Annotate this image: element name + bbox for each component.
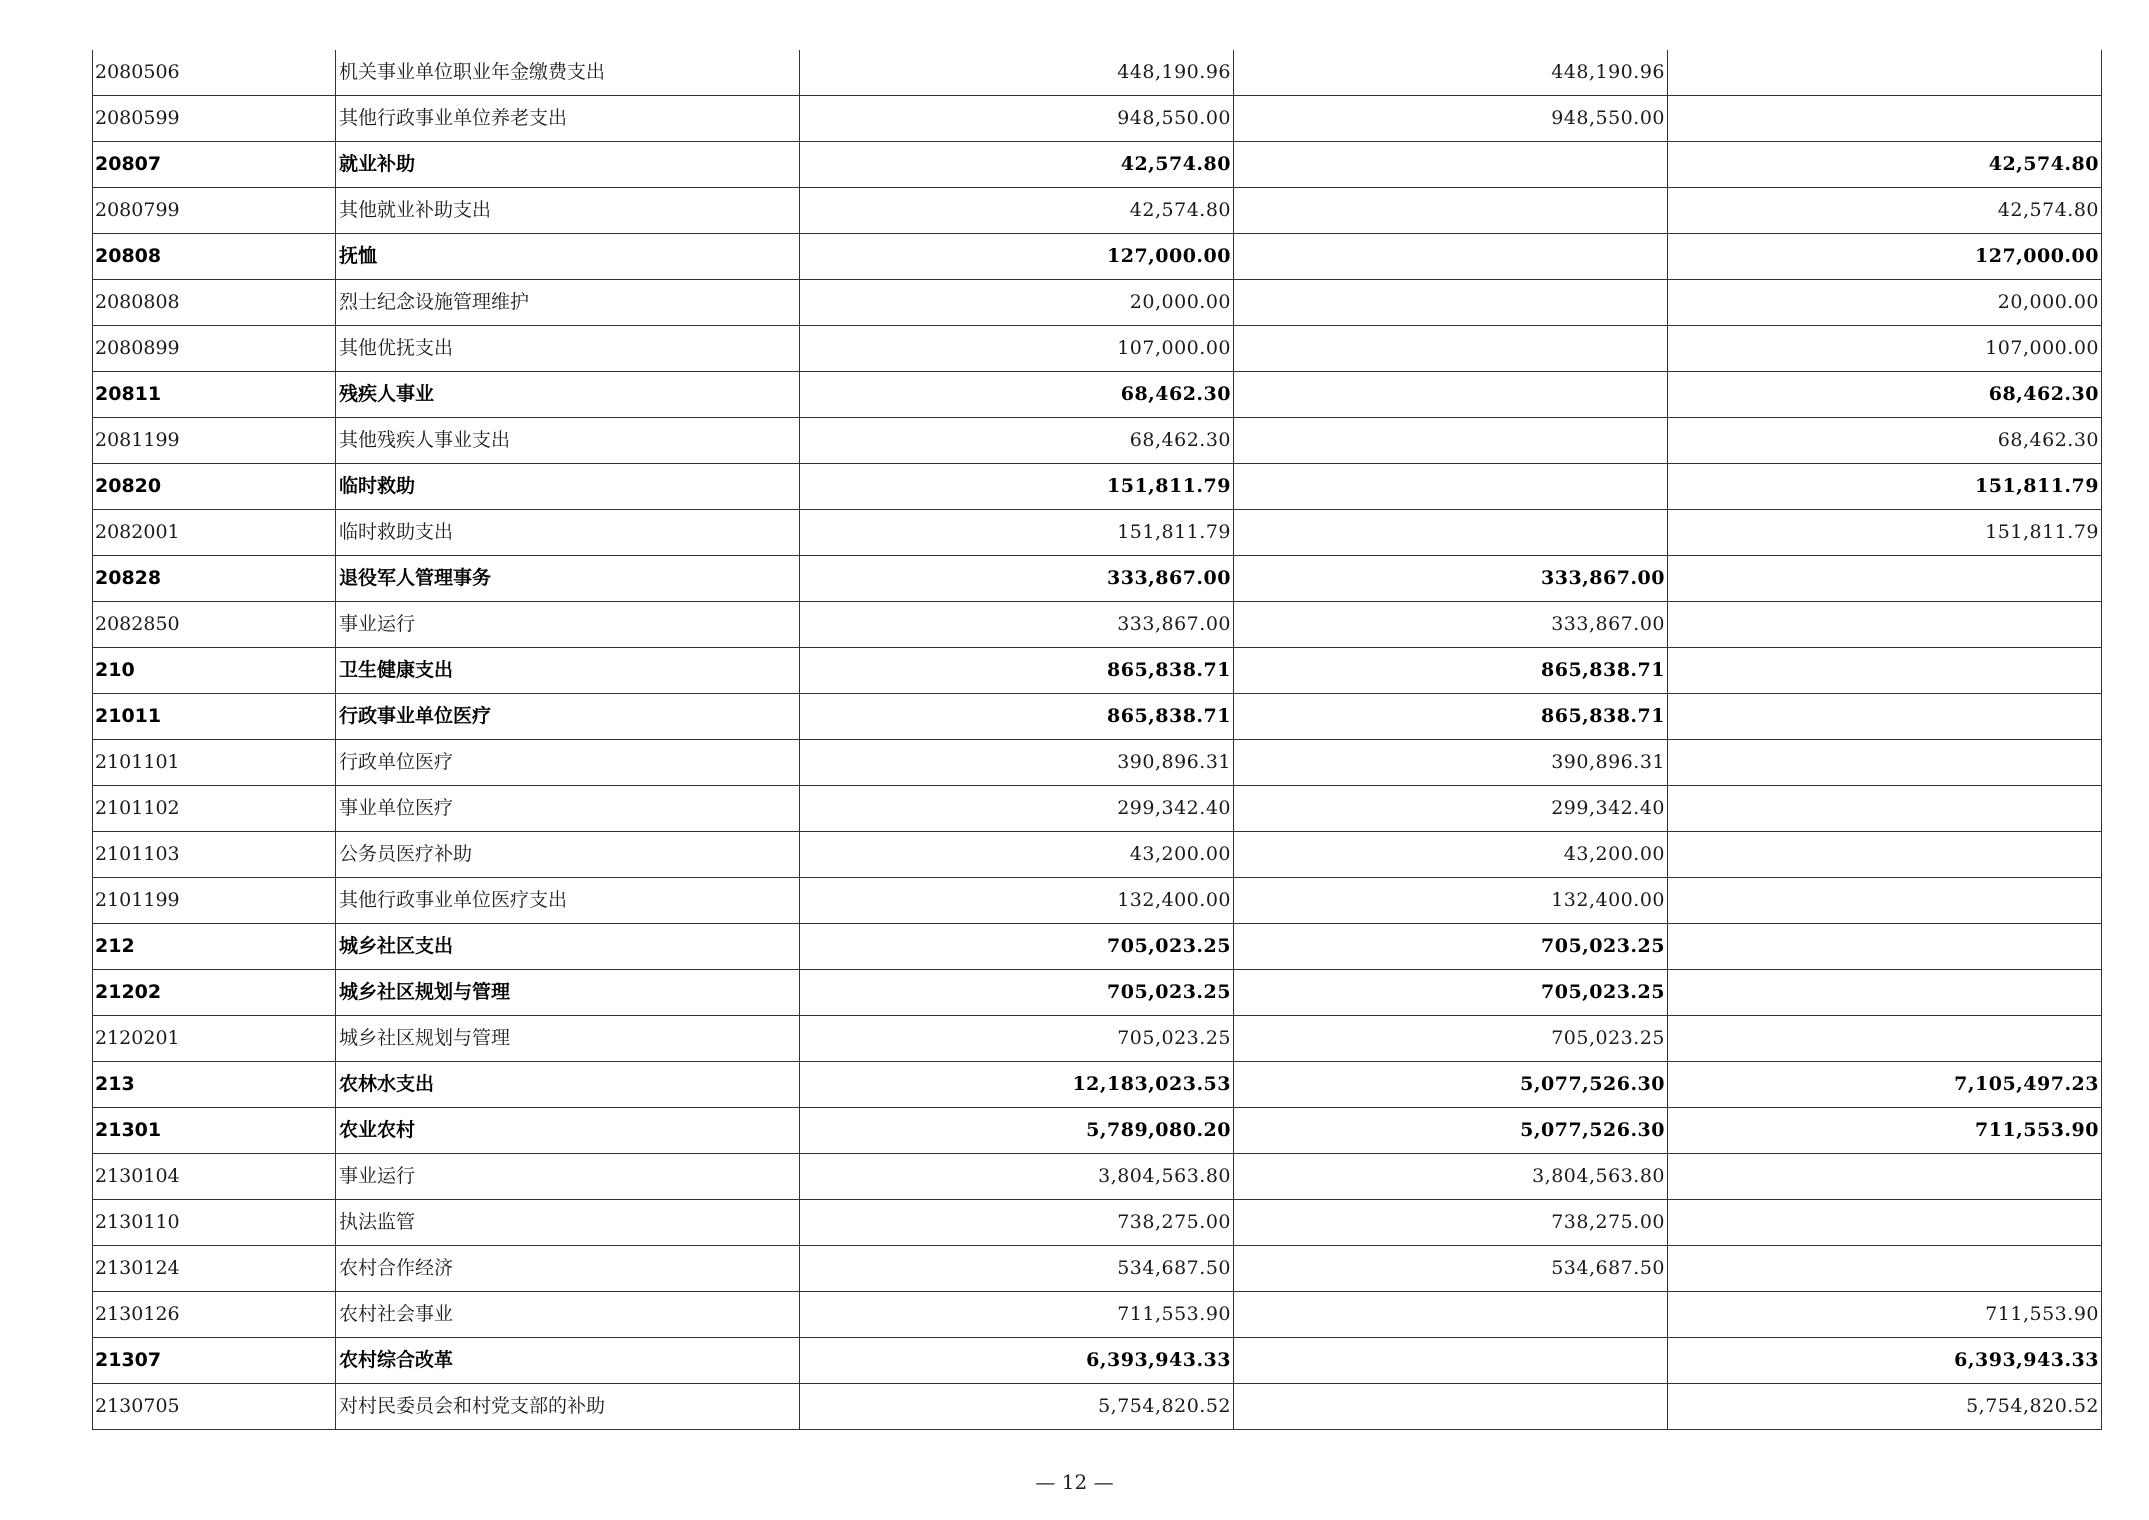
cell-basic: 43,200.00 [1234, 832, 1668, 878]
cell-basic: 448,190.96 [1234, 50, 1668, 96]
cell-project: 42,574.80 [1668, 142, 2102, 188]
table-row [93, 556, 2102, 602]
cell-name: 事业运行 [336, 1154, 800, 1200]
cell-total: 299,342.40 [800, 786, 1234, 832]
cell-code: 2080506 [93, 50, 336, 96]
cell-project [1668, 924, 2102, 970]
cell-total: 5,754,820.52 [800, 1384, 1234, 1430]
table-row [93, 648, 2102, 694]
cell-name: 抚恤 [336, 234, 800, 280]
cell-code: 21011 [93, 694, 336, 740]
table-row [93, 1062, 2102, 1108]
cell-basic: 705,023.25 [1234, 924, 1668, 970]
table-row [93, 234, 2102, 280]
cell-code: 2130124 [93, 1246, 336, 1292]
cell-name: 其他优抚支出 [336, 326, 800, 372]
cell-total: 3,804,563.80 [800, 1154, 1234, 1200]
cell-total: 705,023.25 [800, 924, 1234, 970]
cell-code: 20808 [93, 234, 336, 280]
cell-code: 20828 [93, 556, 336, 602]
page-number: — 12 — [1035, 1470, 1114, 1494]
cell-project [1668, 1246, 2102, 1292]
cell-basic [1234, 142, 1668, 188]
cell-total: 127,000.00 [800, 234, 1234, 280]
cell-total: 68,462.30 [800, 372, 1234, 418]
cell-basic: 705,023.25 [1234, 1016, 1668, 1062]
cell-code: 2080808 [93, 280, 336, 326]
cell-project: 711,553.90 [1668, 1292, 2102, 1338]
cell-total: 68,462.30 [800, 418, 1234, 464]
cell-name: 农村综合改革 [336, 1338, 800, 1384]
cell-basic: 333,867.00 [1234, 556, 1668, 602]
cell-code: 2101101 [93, 740, 336, 786]
cell-code: 2130104 [93, 1154, 336, 1200]
cell-total: 151,811.79 [800, 464, 1234, 510]
table-row [93, 418, 2102, 464]
cell-total: 20,000.00 [800, 280, 1234, 326]
cell-project [1668, 970, 2102, 1016]
cell-basic [1234, 464, 1668, 510]
cell-project: 5,754,820.52 [1668, 1384, 2102, 1430]
cell-total: 5,789,080.20 [800, 1108, 1234, 1154]
cell-code: 21202 [93, 970, 336, 1016]
table-row [93, 878, 2102, 924]
cell-total: 705,023.25 [800, 1016, 1234, 1062]
cell-basic [1234, 280, 1668, 326]
cell-total: 738,275.00 [800, 1200, 1234, 1246]
cell-name: 残疾人事业 [336, 372, 800, 418]
table-row [93, 142, 2102, 188]
cell-name: 公务员医疗补助 [336, 832, 800, 878]
cell-code: 20807 [93, 142, 336, 188]
table-row [93, 188, 2102, 234]
cell-basic: 705,023.25 [1234, 970, 1668, 1016]
cell-name: 行政单位医疗 [336, 740, 800, 786]
cell-code: 20811 [93, 372, 336, 418]
cell-project [1668, 648, 2102, 694]
cell-basic [1234, 418, 1668, 464]
cell-project [1668, 1200, 2102, 1246]
cell-project [1668, 832, 2102, 878]
budget-table [92, 50, 2102, 1430]
cell-project: 6,393,943.33 [1668, 1338, 2102, 1384]
cell-code: 2080899 [93, 326, 336, 372]
cell-project [1668, 1016, 2102, 1062]
table-row [93, 970, 2102, 1016]
table-row [93, 326, 2102, 372]
cell-total: 534,687.50 [800, 1246, 1234, 1292]
table-row [93, 1338, 2102, 1384]
cell-project [1668, 878, 2102, 924]
table-row [93, 602, 2102, 648]
table-row [93, 1108, 2102, 1154]
cell-total: 711,553.90 [800, 1292, 1234, 1338]
cell-name: 农林水支出 [336, 1062, 800, 1108]
cell-name: 事业运行 [336, 602, 800, 648]
cell-total: 132,400.00 [800, 878, 1234, 924]
cell-basic [1234, 234, 1668, 280]
table-row [93, 1200, 2102, 1246]
cell-basic: 865,838.71 [1234, 694, 1668, 740]
cell-basic: 534,687.50 [1234, 1246, 1668, 1292]
cell-code: 2082001 [93, 510, 336, 556]
cell-code: 2130126 [93, 1292, 336, 1338]
cell-name: 其他行政事业单位医疗支出 [336, 878, 800, 924]
cell-name: 临时救助 [336, 464, 800, 510]
cell-basic: 299,342.40 [1234, 786, 1668, 832]
cell-name: 烈士纪念设施管理维护 [336, 280, 800, 326]
table-row [93, 1384, 2102, 1430]
cell-basic: 738,275.00 [1234, 1200, 1668, 1246]
cell-project: 151,811.79 [1668, 464, 2102, 510]
table-row [93, 1292, 2102, 1338]
cell-name: 卫生健康支出 [336, 648, 800, 694]
cell-code: 2101199 [93, 878, 336, 924]
cell-code: 2080599 [93, 96, 336, 142]
cell-name: 农村社会事业 [336, 1292, 800, 1338]
cell-total: 865,838.71 [800, 648, 1234, 694]
cell-code: 2081199 [93, 418, 336, 464]
cell-project [1668, 786, 2102, 832]
cell-code: 2101103 [93, 832, 336, 878]
cell-basic: 948,550.00 [1234, 96, 1668, 142]
cell-project [1668, 694, 2102, 740]
cell-name: 就业补助 [336, 142, 800, 188]
cell-project: 107,000.00 [1668, 326, 2102, 372]
cell-total: 448,190.96 [800, 50, 1234, 96]
cell-code: 2120201 [93, 1016, 336, 1062]
cell-name: 执法监管 [336, 1200, 800, 1246]
table-row [93, 50, 2102, 96]
cell-basic: 865,838.71 [1234, 648, 1668, 694]
cell-project: 20,000.00 [1668, 280, 2102, 326]
cell-basic [1234, 326, 1668, 372]
table-body [93, 50, 2102, 1430]
cell-basic [1234, 1338, 1668, 1384]
cell-code: 2082850 [93, 602, 336, 648]
table-row [93, 372, 2102, 418]
cell-project: 151,811.79 [1668, 510, 2102, 556]
cell-total: 865,838.71 [800, 694, 1234, 740]
cell-project: 68,462.30 [1668, 372, 2102, 418]
table-row [93, 924, 2102, 970]
table-row [93, 786, 2102, 832]
cell-project [1668, 556, 2102, 602]
cell-name: 农村合作经济 [336, 1246, 800, 1292]
cell-basic [1234, 1384, 1668, 1430]
cell-code: 2101102 [93, 786, 336, 832]
cell-name: 农业农村 [336, 1108, 800, 1154]
cell-basic: 5,077,526.30 [1234, 1062, 1668, 1108]
cell-total: 705,023.25 [800, 970, 1234, 1016]
cell-basic [1234, 188, 1668, 234]
cell-project: 42,574.80 [1668, 188, 2102, 234]
cell-code: 2080799 [93, 188, 336, 234]
cell-name: 城乡社区规划与管理 [336, 1016, 800, 1062]
cell-name: 事业单位医疗 [336, 786, 800, 832]
cell-project [1668, 50, 2102, 96]
cell-total: 12,183,023.53 [800, 1062, 1234, 1108]
cell-name: 对村民委员会和村党支部的补助 [336, 1384, 800, 1430]
cell-project: 127,000.00 [1668, 234, 2102, 280]
cell-basic [1234, 372, 1668, 418]
cell-total: 333,867.00 [800, 602, 1234, 648]
cell-name: 退役军人管理事务 [336, 556, 800, 602]
cell-code: 210 [93, 648, 336, 694]
cell-name: 城乡社区支出 [336, 924, 800, 970]
cell-project [1668, 740, 2102, 786]
cell-total: 390,896.31 [800, 740, 1234, 786]
cell-total: 107,000.00 [800, 326, 1234, 372]
cell-total: 43,200.00 [800, 832, 1234, 878]
cell-total: 42,574.80 [800, 188, 1234, 234]
table-row [93, 510, 2102, 556]
cell-basic [1234, 1292, 1668, 1338]
table-row [93, 694, 2102, 740]
cell-code: 20820 [93, 464, 336, 510]
cell-code: 212 [93, 924, 336, 970]
cell-project [1668, 602, 2102, 648]
cell-code: 213 [93, 1062, 336, 1108]
cell-project: 7,105,497.23 [1668, 1062, 2102, 1108]
cell-total: 948,550.00 [800, 96, 1234, 142]
cell-name: 其他行政事业单位养老支出 [336, 96, 800, 142]
cell-total: 151,811.79 [800, 510, 1234, 556]
cell-code: 21301 [93, 1108, 336, 1154]
cell-name: 行政事业单位医疗 [336, 694, 800, 740]
cell-basic: 3,804,563.80 [1234, 1154, 1668, 1200]
cell-code: 2130110 [93, 1200, 336, 1246]
table-row [93, 832, 2102, 878]
cell-name: 临时救助支出 [336, 510, 800, 556]
table-row [93, 740, 2102, 786]
cell-project: 68,462.30 [1668, 418, 2102, 464]
table-row [93, 1154, 2102, 1200]
table-row [93, 1016, 2102, 1062]
cell-name: 城乡社区规划与管理 [336, 970, 800, 1016]
cell-name: 机关事业单位职业年金缴费支出 [336, 50, 800, 96]
cell-basic: 390,896.31 [1234, 740, 1668, 786]
table-row [93, 1246, 2102, 1292]
cell-project [1668, 96, 2102, 142]
cell-name: 其他就业补助支出 [336, 188, 800, 234]
cell-basic: 333,867.00 [1234, 602, 1668, 648]
table-row [93, 464, 2102, 510]
cell-name: 其他残疾人事业支出 [336, 418, 800, 464]
cell-basic: 132,400.00 [1234, 878, 1668, 924]
cell-project: 711,553.90 [1668, 1108, 2102, 1154]
cell-code: 2130705 [93, 1384, 336, 1430]
table-row [93, 96, 2102, 142]
cell-total: 333,867.00 [800, 556, 1234, 602]
table-row [93, 280, 2102, 326]
cell-project [1668, 1154, 2102, 1200]
cell-basic [1234, 510, 1668, 556]
cell-code: 21307 [93, 1338, 336, 1384]
cell-basic: 5,077,526.30 [1234, 1108, 1668, 1154]
cell-total: 42,574.80 [800, 142, 1234, 188]
cell-total: 6,393,943.33 [800, 1338, 1234, 1384]
